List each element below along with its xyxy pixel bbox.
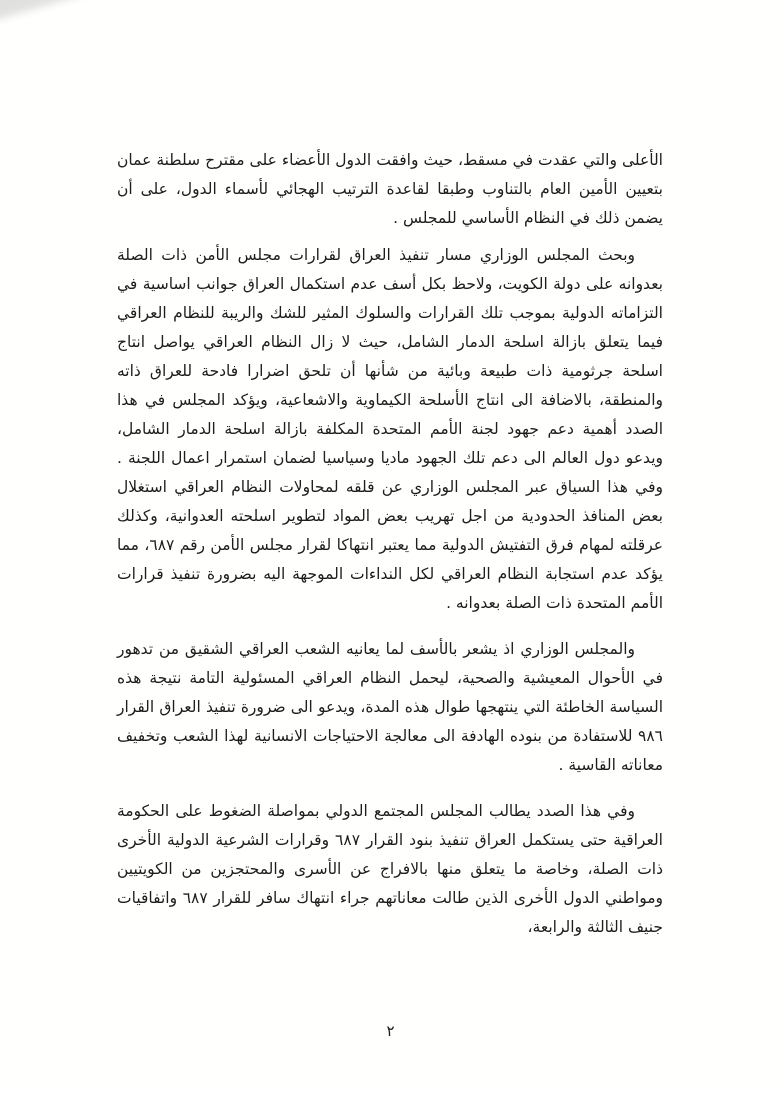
paragraph-iraqi-people: والمجلس الوزاري اذ يشعر بالأسف لما يعانيه الشعب العراقي الشقيق من تدهور في الأحوال المعيشية والصحية، ليحمل النظام العراقي المسئولية التامة نتيجة هذه السياسة الخاطئة التي ينتهجها طوال هذه المدة، ويدعو الى ضرورة تنفيذ العراق القرار ٩٨٦ للاستفادة من بنوده الهادفة الى معالجة الاحتياجات الانسانية لهذا الشعب وتخفيف معاناته القاسية . [117, 640, 663, 774]
document-text [117, 146, 663, 942]
page-number: ٢ [386, 1022, 395, 1040]
paragraph-international-pressure: وفي هذا الصدد يطالب المجلس المجتمع الدولي بمواصلة الضغوط على الحكومة العراقية حتى يستكمل العراق تنفيذ بنود القرار ٦٨٧ وقرارات الشرعية الدولية الأخرى ذات الصلة، وخاصة ما يتعلق منها بالافراج عن الأسرى والمحتجزين من الكويتيين ومواطني الدول الأخرى الذين طالت معاناتهم جراء انتهاك سافر للقرار ٦٨٧ واتفاقيات جنيف الثالثة والرابعة، [117, 802, 663, 936]
scan-shadow-artifact [0, 0, 85, 25]
paragraph-iraq-resolutions: وبحث المجلس الوزاري مسار تنفيذ العراق لقرارات مجلس الأمن ذات الصلة بعدوانه على دولة الكويت، ولاحظ بكل أسف عدم استكمال العراق جوانب اساسية في التزاماته الدولية بموجب تلك القرارات والسلوك المثير للشك والريبة للنظام العراقي فيما يتعلق بازالة اسلحة الدمار الشامل، حيث لا زال النظام العراقي يواصل انتاج اسلحة جرثومية ذات طبيعة وبائية من شأنها أن تلحق اضرارا فادحة للعراق ذاته والمنطقة، بالاضافة الى انتاج الأسلحة الكيماوية والاشعاعية، ويؤكد المجلس في هذا الصدد أهمية دعم جهود لجنة الأمم المتحدة المكلفة بازالة اسلحة الدمار الشامل، ويدعو دول العالم الى دعم تلك الجهود ماديا وسياسيا لضمان استمرار اعمال اللجنة . وفي هذا السياق عبر المجلس الوزاري عن قلقه لمحاولات النظام العراقي استغلال بعض المنافذ الحدودية من اجل تهريب بعض المواد لتطوير اسلحته العدوانية، وكذلك عرقلته لمهام فرق التفتيش الدولية مما يعتبر انتهاكا لقرار مجلس الأمن رقم ٦٨٧، مما يؤكد عدم استجابة النظام العراقي لكل النداءات الموجهة اليه بضرورة تنفيذ قرارات الأمم المتحدة ذات الصلة بعدوانه . [117, 246, 663, 612]
paragraph-continuation: الأعلى والتي عقدت في مسقط، حيث وافقت الدول الأعضاء على مقترح سلطنة عمان بتعيين الأمين العام بالتناوب وطبقا لقاعدة الترتيب الهجائي لأسماء الدول، على أن يضمن ذلك في النظام الأساسي للمجلس . [117, 151, 663, 227]
